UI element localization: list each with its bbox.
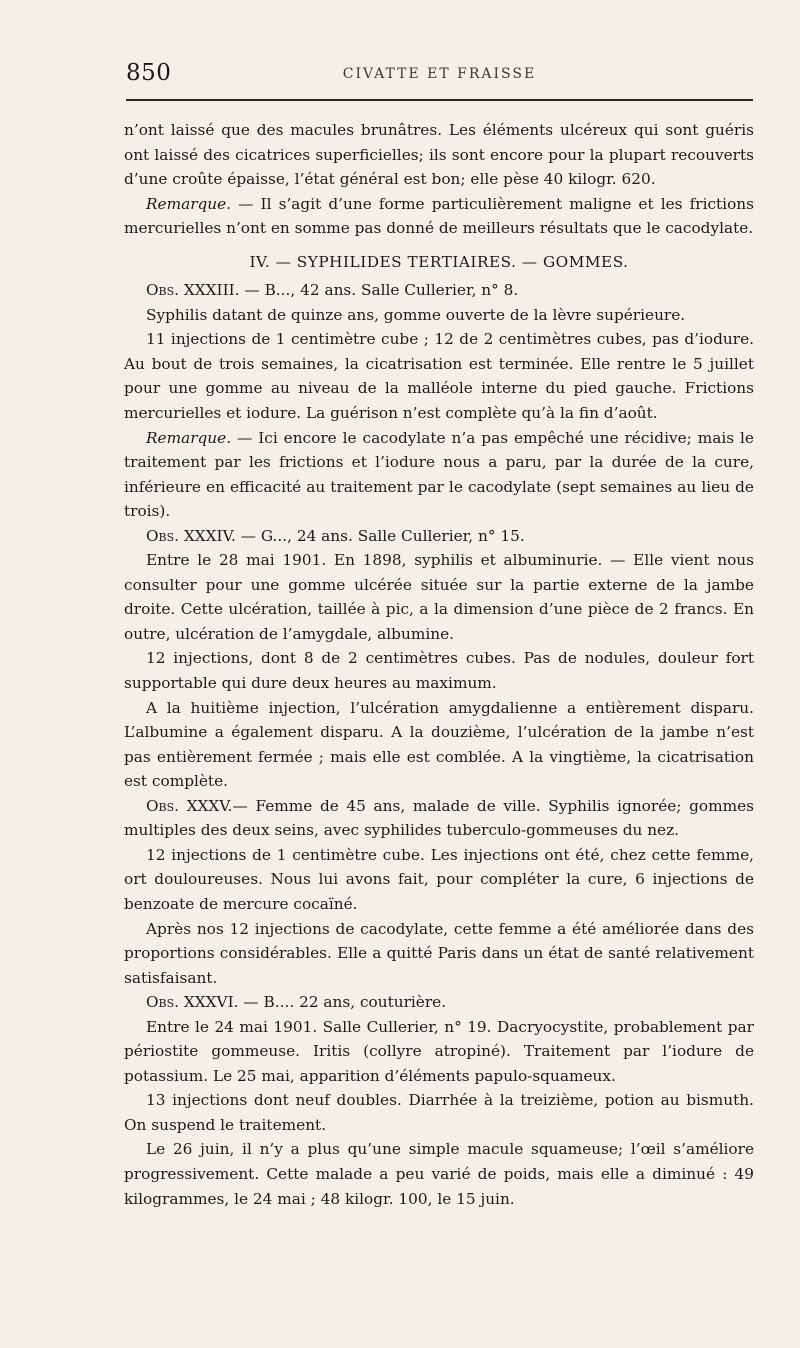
running-title: CIVATTE ET FRAISSE (342, 66, 537, 82)
remarque-text: — Il s’agit d’une forme particulièrement maligne et les frictions mercurielles n’ont en somme pas donné de meilleurs résultats que le cacodylate. (124, 194, 754, 238)
header-rule (126, 99, 753, 101)
paragraph-continuation: n’ont laissé que des macules brunâtres. Les éléments ulcéreux qui sont guéris ont laissé des cicatrices superficielles; ils sont encore pour la plupart recouverts d’une croûte épaisse, l’état général est bon; elle pèse 40 kilogr. 620. (124, 121, 754, 189)
observation-text: — G..., 24 ans. Salle Cullerier, n° 15. (235, 526, 525, 545)
observation-34 (124, 524, 754, 549)
observation-text: — Femme de 45 ans, malade de ville. Syphilis ignorée; gommes multiples des deux seins, avec syphilides tuberculo-gommeuses du nez. (124, 796, 754, 840)
page-number: 850 (126, 60, 172, 86)
body-text (124, 118, 754, 1211)
observation-label: Obs. XXXIV. (146, 526, 236, 545)
observation-36 (124, 990, 754, 1015)
paragraph: Syphilis datant de quinze ans, gomme ouverte de la lèvre supérieure. (146, 305, 686, 324)
paragraph-remarque-1 (124, 192, 754, 241)
observation-text: — B.... 22 ans, couturière. (238, 993, 447, 1012)
observation-33 (124, 278, 754, 303)
paragraph: 11 injections de 1 centimètre cube ; 12 de 2 centimètres cubes, pas d’iodure. Au bout de trois semaines, la cicatrisation est terminée. Elle rentre le 5 juillet pour une gomme au niveau de la malléole interne du pied gauche. Frictions mercurielles et iodure. La guérison n’est complète qu’à la fin d’août. (124, 330, 754, 423)
paragraph: 13 injections dont neuf doubles. Diarrhée à la treizième, potion au bismuth. On suspend le traitement. (124, 1091, 754, 1134)
remarque-label: Remarque. (146, 194, 232, 213)
observation-label: Obs. XXXIII. (146, 281, 240, 300)
observation-label: Obs. XXXVI. (146, 993, 239, 1012)
observation-label: Obs. XXXV. (146, 796, 233, 815)
remarque-text: — Ici encore le cacodylate n’a pas empêché une récidive; mais le traitement par les frictions et l’iodure nous a paru, par la durée de la cure, inférieure en efficacité au traitement par le cacodylate (sept semaines au lieu de trois). (124, 428, 754, 521)
paragraph-remarque-2 (124, 426, 754, 524)
paragraph: 12 injections de 1 centimètre cube. Les injections ont été, chez cette femme, ort douloureuses. Nous lui avons fait, pour compléter la cure, 6 injections de benzoate de mercure cocaïné. (124, 845, 754, 913)
paragraph: Le 26 juin, il n’y a plus qu’une simple macule squameuse; l’œil s’améliore progressivement. Cette malade a peu varié de poids, mais elle a diminué : 49 kilogrammes, le 24 mai ; 48 kilogr. 100, le 15 juin. (124, 1140, 754, 1208)
remarque-label: Remarque. (146, 428, 232, 447)
paragraph: Entre le 28 mai 1901. En 1898, syphilis et albuminurie. — Elle vient nous consulter pour une gomme ulcérée située sur la partie externe de la jambe droite. Cette ulcération, taillée à pic, a la dimension d’une pièce de 2 francs. En outre, ulcération de l’amygdale, albumine. (124, 551, 754, 643)
paragraph: Entre le 24 mai 1901. Salle Cullerier, n° 19. Dacryocystite, probablement par périostite gommeuse. Iritis (collyre atropiné). Traitement par l’iodure de potassium. Le 25 mai, apparition d’éléments papulo-squameux. (124, 1017, 754, 1085)
observation-text: — B..., 42 ans. Salle Cullerier, n° 8. (239, 281, 519, 300)
paragraph: A la huitième injection, l’ulcération amygdalienne a entièrement disparu. L’albumine a également disparu. A la douzième, l’ulcération de la jambe n’est pas entièrement fermée ; mais elle est comblée. A la vingtième, la cicatrisation est complète. (124, 698, 754, 791)
page-header (126, 58, 753, 98)
paragraph: 12 injections, dont 8 de 2 centimètres cubes. Pas de nodules, douleur fort supportable qui dure deux heures au maximum. (124, 649, 754, 693)
observation-35 (124, 794, 754, 843)
paragraph: Après nos 12 injections de cacodylate, cette femme a été améliorée dans des proportions considérables. Elle a quitté Paris dans un état de santé relativement satisfaisant. (124, 919, 754, 987)
section-heading: IV. — SYPHILIDES TERTIAIRES. — GOMMES. (249, 252, 629, 271)
